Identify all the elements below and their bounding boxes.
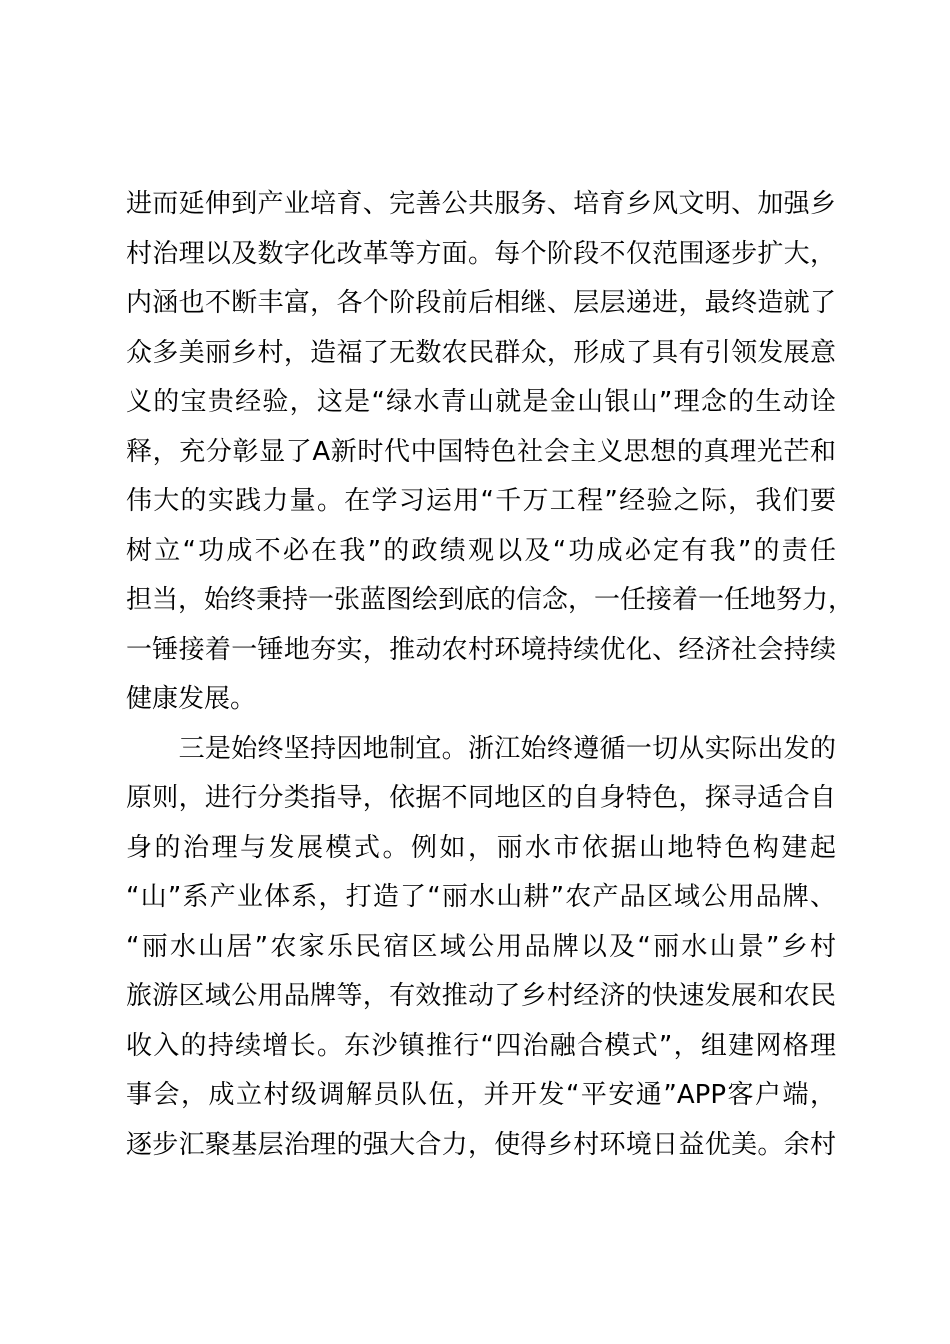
text-line: 村治理以及数字化改革等方面。每个阶段不仅范围逐步扩大， bbox=[126, 238, 836, 269]
text-line: 三是始终坚持因地制宜。浙江始终遵循一切从实际出发的 bbox=[126, 733, 836, 764]
text-line: 进而延伸到产业培育、完善公共服务、培育乡风文明、加强乡 bbox=[126, 189, 836, 219]
body-text bbox=[126, 180, 855, 1170]
text-line: 收入的持续增长。东沙镇推行“四治融合模式”，组建网格理 bbox=[126, 1030, 836, 1061]
text-line: 事会，成立村级调解员队伍，并开发“平安通”APP客户端， bbox=[126, 1080, 836, 1110]
text-line: “丽水山居”农家乐民宿区域公用品牌以及“丽水山景”乡村 bbox=[126, 931, 836, 962]
text-line: 一锤接着一锤地夯实，推动农村环境持续优化、经济社会持续 bbox=[126, 634, 836, 665]
text-line: “山”系产业体系，打造了“丽水山耕”农产品区域公用品牌、 bbox=[126, 882, 836, 912]
text-line: 义的宝贵经验，这是“绿水青山就是金山银山”理念的生动诠 bbox=[126, 387, 836, 417]
text-line: 释，充分彰显了A新时代中国特色社会主义思想的真理光芒和 bbox=[126, 436, 836, 467]
paragraph-1 bbox=[126, 180, 855, 725]
text-line: 逐步汇聚基层治理的强大合力，使得乡村环境日益优美。余村 bbox=[126, 1129, 836, 1160]
text-line: 原则，进行分类指导，依据不同地区的自身特色，探寻适合自 bbox=[126, 783, 836, 813]
paragraph-2 bbox=[126, 725, 836, 1171]
text-line: 健康发展。 bbox=[126, 684, 257, 714]
text-line: 众多美丽乡村，造福了无数农民群众，形成了具有引领发展意 bbox=[126, 337, 836, 368]
text-line: 伟大的实践力量。在学习运用“千万工程”经验之际，我们要 bbox=[126, 486, 836, 516]
text-line: 树立“功成不必在我”的政绩观以及“功成必定有我”的责任 bbox=[126, 535, 836, 566]
text-line: 身的治理与发展模式。例如，丽水市依据山地特色构建起 bbox=[126, 832, 836, 863]
text-line: 旅游区域公用品牌等，有效推动了乡村经济的快速发展和农民 bbox=[126, 981, 836, 1011]
text-line: 内涵也不断丰富，各个阶段前后相继、层层递进，最终造就了 bbox=[126, 288, 836, 318]
text-line: 担当，始终秉持一张蓝图绘到底的信念，一任接着一任地努力， bbox=[126, 585, 855, 615]
